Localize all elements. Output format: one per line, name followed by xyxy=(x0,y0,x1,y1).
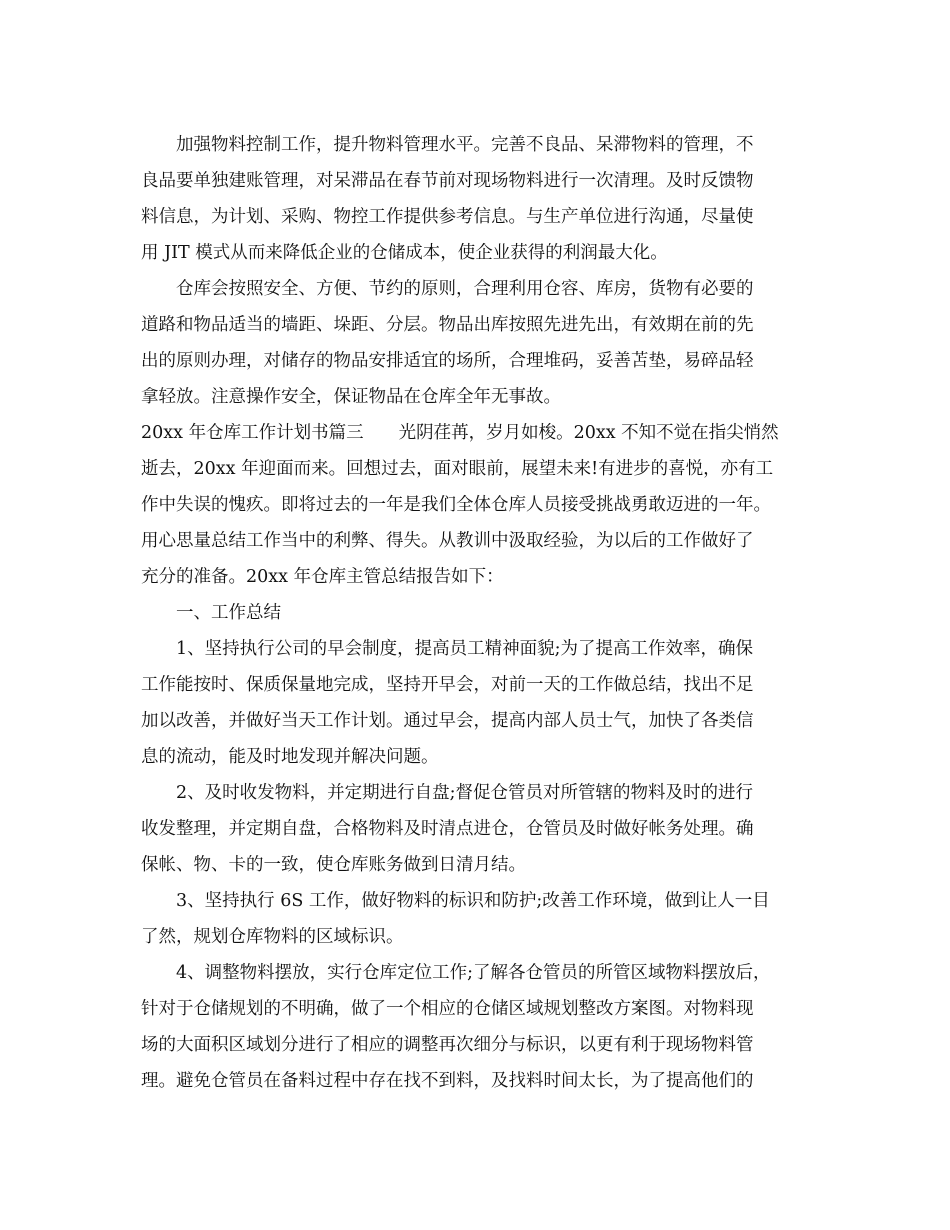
text-line: 收发整理，并定期自盘，合格物料及时清点进仓，仓管员及时做好帐务处理。确 xyxy=(141,819,754,839)
text-line: 出的原则办理，对储存的物品安排适宜的场所，合理堆码，妥善苫垫，易碎品轻 xyxy=(141,351,754,371)
section-heading-line: 20xx 年仓库工作计划书篇三 光阴荏苒，岁月如梭。20xx 不知不觉在指尖悄然 xyxy=(141,423,779,443)
text-line: 1、坚持执行公司的早会制度，提高员工精神面貌;为了提高工作效率，确保 xyxy=(176,639,754,659)
text-line: 拿轻放。注意操作安全，保证物品在仓库全年无事故。 xyxy=(141,387,561,407)
text-line: 工作能按时、保质保量地完成，坚持开早会，对前一天的工作做总结，找出不足 xyxy=(141,675,754,695)
text-line: 加以改善，并做好当天工作计划。通过早会，提高内部人员士气，加快了各类信 xyxy=(141,711,754,731)
text-line: 作中失误的愧疚。即将过去的一年是我们全体仓库人员接受挑战勇敢迈进的一年。 xyxy=(141,495,771,515)
text-line: 用 JIT 模式从而来降低企业的仓储成本，使企业获得的利润最大化。 xyxy=(141,243,668,263)
text-line: 2、及时收发物料，并定期进行自盘;督促仓管员对所管辖的物料及时的进行 xyxy=(176,783,754,803)
text-line: 用心思量总结工作当中的利弊、得失。从教训中汲取经验，为以后的工作做好了 xyxy=(141,531,754,551)
text-line: 保帐、物、卡的一致，使仓库账务做到日清月结。 xyxy=(141,855,526,875)
text-line: 充分的准备。20xx 年仓库主管总结报告如下： xyxy=(141,567,504,587)
text-line: 理。避免仓管员在备料过程中存在找不到料，及找料时间太长，为了提高他们的 xyxy=(141,1071,754,1091)
text-line: 场的大面积区域划分进行了相应的调整再次细分与标识，以更有利于现场物料管 xyxy=(141,1035,754,1055)
text-line: 逝去，20xx 年迎面而来。回想过去，面对眼前，展望未来!有进步的喜悦，亦有工 xyxy=(141,459,774,479)
text-line: 了然，规划仓库物料的区域标识。 xyxy=(141,927,404,947)
text-line: 针对于仓储规划的不明确，做了一个相应的仓储区域规划整改方案图。对物料现 xyxy=(141,999,754,1019)
text-line: 息的流动，能及时地发现并解决问题。 xyxy=(141,747,439,767)
text-line: 道路和物品适当的墙距、垛距、分层。物品出库按照先进先出，有效期在前的先 xyxy=(141,315,754,335)
text-line: 4、调整物料摆放，实行仓库定位工作;了解各仓管员的所管区域物料摆放后， xyxy=(176,963,771,983)
text-line: 加强物料控制工作，提升物料管理水平。完善不良品、呆滞物料的管理，不 xyxy=(176,135,754,155)
text-line: 料信息，为计划、采购、物控工作提供参考信息。与生产单位进行沟通，尽量使 xyxy=(141,207,754,227)
subheading-line: 一、工作总结 xyxy=(176,603,281,623)
text-line: 仓库会按照安全、方便、节约的原则，合理利用仓容、库房，货物有必要的 xyxy=(176,279,754,299)
document-body xyxy=(141,127,806,1099)
text-line: 3、坚持执行 6S 工作，做好物料的标识和防护;改善工作环境，做到让人一目 xyxy=(176,891,770,911)
text-line: 良品要单独建账管理，对呆滞品在春节前对现场物料进行一次清理。及时反馈物 xyxy=(141,171,754,191)
